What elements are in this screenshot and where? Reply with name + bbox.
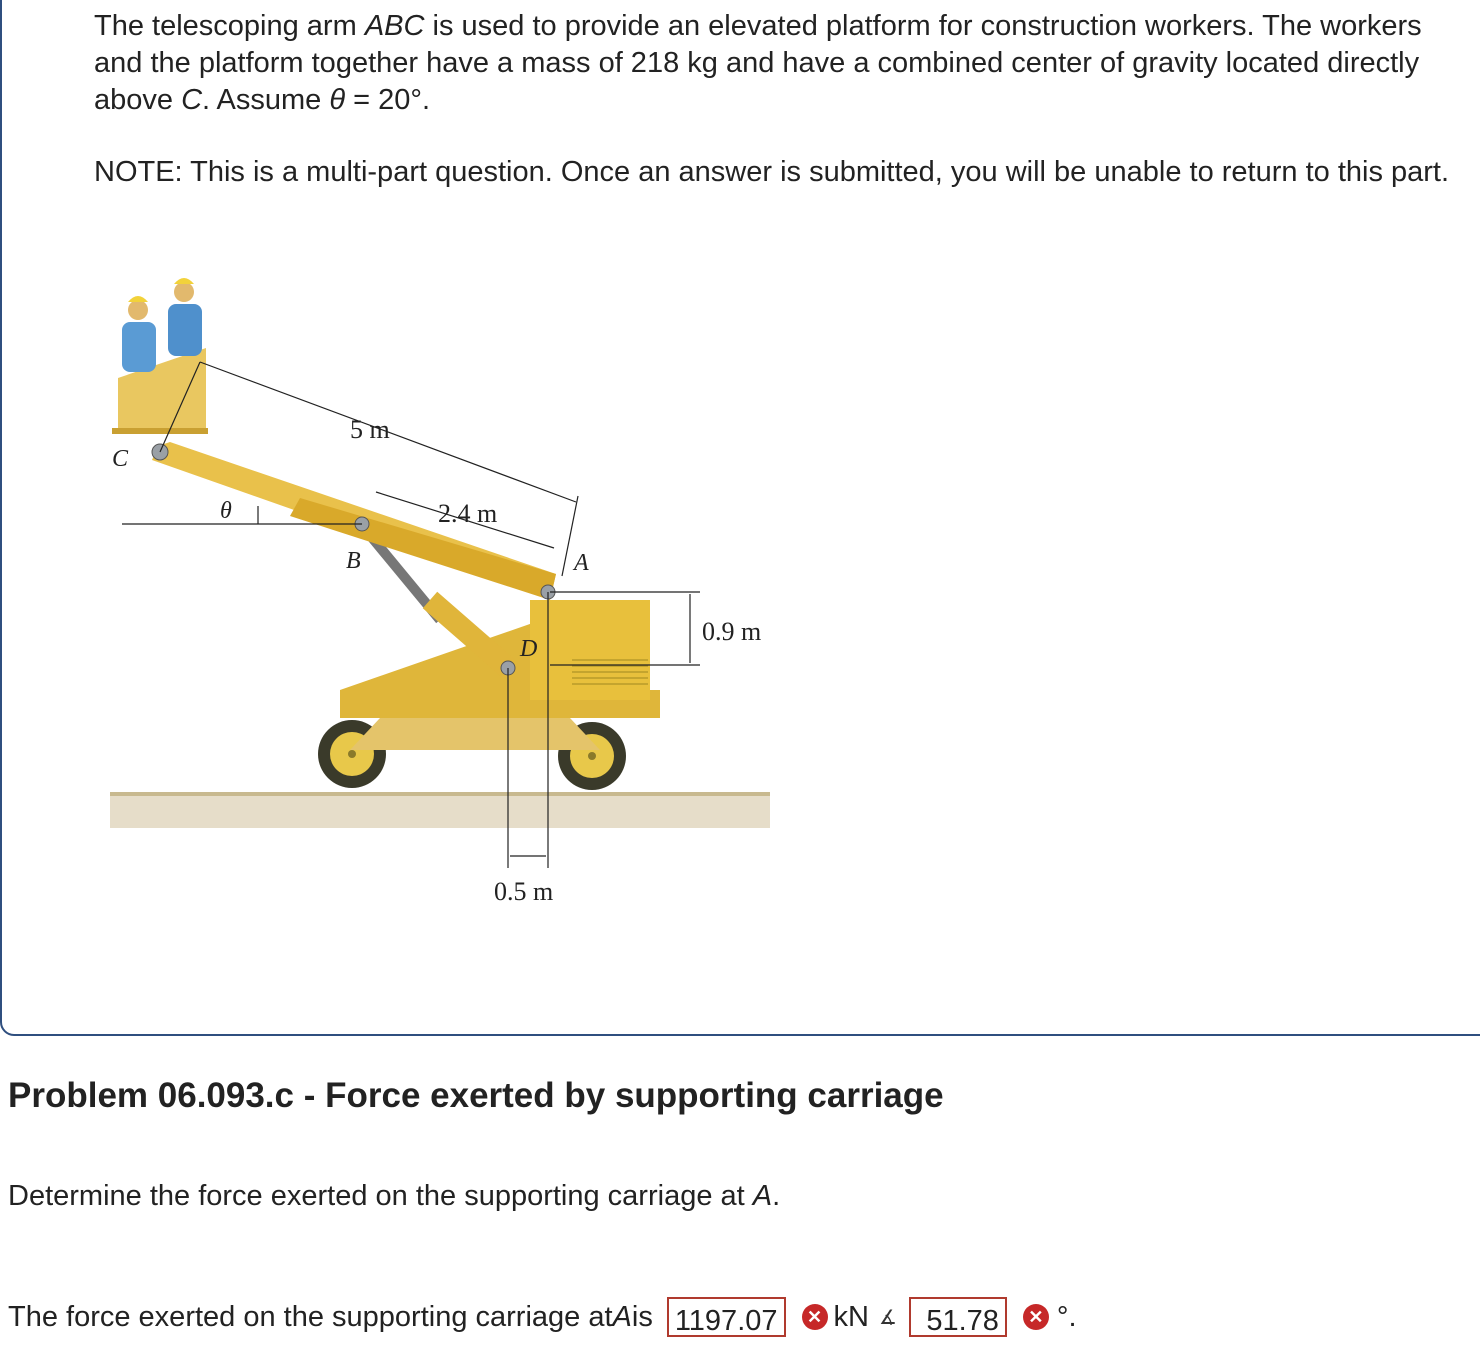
intro-var-abc: ABC: [364, 10, 425, 42]
question-end: .: [772, 1180, 781, 1212]
question-var: A: [752, 1180, 773, 1212]
telescoping-arm-figure: [100, 270, 800, 920]
angle-direction-icon: ∡: [878, 1306, 897, 1329]
ground-edge: [110, 792, 770, 796]
question-body: Determine the force exerted on the supporting carriage at: [8, 1180, 753, 1212]
boom-outer-section: [290, 498, 556, 600]
answer-var: A: [612, 1300, 632, 1333]
label-theta: θ: [220, 498, 232, 524]
magnitude-input[interactable]: 1197.07: [667, 1297, 786, 1337]
label-5m: 5 m: [350, 415, 390, 444]
error-x-icon: ✕: [802, 1304, 828, 1330]
unit-label: kN: [833, 1300, 869, 1333]
carriage-base: [350, 718, 600, 750]
error-x-icon: ✕: [1023, 1304, 1049, 1330]
degree-label: °.: [1056, 1300, 1077, 1333]
answer-line: [8, 1294, 1077, 1340]
intro-text-1: The telescoping arm: [94, 10, 365, 42]
multipart-note: NOTE: This is a multi-part question. Once an answer is submitted, you will be unable to return to this part.: [94, 156, 1450, 188]
label-0-9m: 0.9 m: [702, 617, 762, 646]
ground: [110, 792, 770, 828]
label-a: A: [574, 550, 589, 576]
platform-floor: [112, 428, 208, 434]
intro-theta: θ: [329, 84, 346, 116]
question-text: [8, 1180, 780, 1213]
problem-title: Problem 06.093.c - Force exerted by supporting carriage: [8, 1076, 944, 1115]
answer-prefix: The force exerted on the supporting carriage at: [8, 1300, 613, 1333]
intro-text-3: . Assume: [202, 84, 330, 116]
intro-text-2: is used to provide an elevated platform for construction workers. The workers and the platform together have a mass of 218 kg and have a combined center of gravity located directly above: [94, 10, 1422, 116]
angle-input[interactable]: 51.78: [909, 1297, 1007, 1337]
label-2-4m: 2.4 m: [438, 499, 498, 528]
intro-var-c: C: [181, 84, 203, 116]
label-d: D: [520, 636, 538, 662]
answer-is: is: [631, 1300, 653, 1333]
label-c: C: [112, 446, 129, 472]
problem-statement: [94, 8, 1454, 119]
label-0-5m: 0.5 m: [494, 877, 554, 906]
intro-text-4: = 20°.: [345, 84, 431, 116]
label-b: B: [346, 548, 361, 574]
